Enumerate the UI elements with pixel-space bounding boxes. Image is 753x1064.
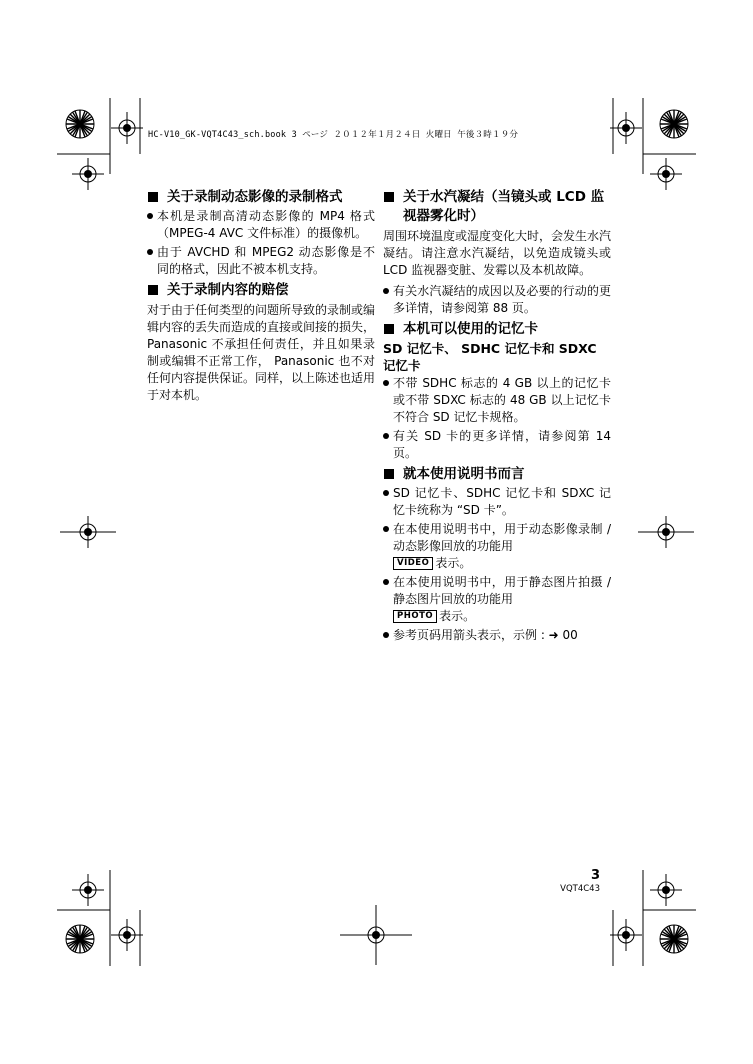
list-item: 有关 SD 卡的更多详情，请参阅第 14 页。 bbox=[383, 428, 611, 462]
video-mode-chip: VIDEO bbox=[393, 557, 433, 570]
usable-cards-list bbox=[383, 375, 611, 462]
condensation-list bbox=[383, 283, 611, 317]
square-bullet-icon bbox=[384, 192, 394, 202]
section-heading-manual-conventions: 就本使用说明书而言 bbox=[383, 465, 611, 484]
square-bullet-icon bbox=[384, 469, 394, 479]
manual-conventions-list bbox=[383, 485, 611, 644]
star-target-top-right bbox=[660, 110, 688, 138]
condensation-paragraph: 周围环境温度或湿度变化大时，会发生水汽凝结。请注意水汽凝结，以免造成镜头或 LCD 监视器变脏、发霉以及本机故障。 bbox=[383, 229, 612, 277]
recording-format-list bbox=[147, 208, 375, 278]
square-bullet-icon bbox=[148, 192, 158, 202]
right-column bbox=[383, 188, 611, 647]
compensation-paragraph: 对于由于任何类型的问题所导致的录制或编辑内容的丢失而造成的直接或间接的损失， Panasonic 不承担任何责任，并且如果录制或编辑不正常工作， Panasonic 也不对任何内容提供保证。同样，以上陈述也适用于对本机。 bbox=[147, 303, 376, 402]
list-item: 在本使用说明书中，用于动态影像录制 / 动态影像回放的功能用 VIDEO 表示。 bbox=[383, 521, 611, 572]
bullet-dot-icon bbox=[383, 526, 389, 532]
photo-mode-chip: PHOTO bbox=[393, 610, 437, 623]
list-item: 由于 AVCHD 和 MPEG2 动态影像是不同的格式，因此不被本机支持。 bbox=[147, 244, 375, 278]
list-item: 本机是录制高清动态影像的 MP4 格式（MPEG-4 AVC 文件标准）的摄像机。 bbox=[147, 208, 375, 242]
list-item: 不带 SDHC 标志的 4 GB 以上的记忆卡或不带 SDXC 标志的 48 GB 以上记忆卡不符合 SD 记忆卡规格。 bbox=[383, 375, 611, 426]
list-item: 参考页码用箭头表示，示例 : ➜ 00 bbox=[383, 627, 611, 644]
list-item: 在本使用说明书中，用于静态图片拍摄 / 静态图片回放的功能用 PHOTO 表示。 bbox=[383, 574, 611, 625]
section-heading-usable-cards: 本机可以使用的记忆卡 bbox=[383, 320, 611, 339]
bullet-dot-icon bbox=[383, 288, 389, 294]
file-info-header: HC-V10_GK-VQT4C43_sch.book 3 ページ ２０１２年１月２４日 火曜日 午後３時１９分 bbox=[148, 130, 519, 140]
bullet-dot-icon bbox=[383, 632, 389, 638]
list-item: SD 记忆卡、SDHC 记忆卡和 SDXC 记忆卡统称为 “SD 卡”。 bbox=[383, 485, 611, 519]
section-heading-compensation: 关于录制内容的赔偿 bbox=[147, 281, 375, 300]
star-target-top-left bbox=[66, 110, 94, 138]
bullet-dot-icon bbox=[383, 380, 389, 386]
square-bullet-icon bbox=[384, 324, 394, 334]
bullet-dot-icon bbox=[383, 490, 389, 496]
bullet-dot-icon bbox=[147, 249, 153, 255]
model-code: VQT4C43 bbox=[560, 884, 600, 894]
page-number: 3 bbox=[590, 868, 600, 883]
list-item: 有关水汽凝结的成因以及必要的行动的更多详情，请参阅第 88 页。 bbox=[383, 283, 611, 317]
bullet-dot-icon bbox=[383, 579, 389, 585]
section-heading-recording-format: 关于录制动态影像的录制格式 bbox=[147, 188, 375, 207]
left-column bbox=[147, 188, 375, 408]
star-target-bottom-left bbox=[66, 925, 94, 953]
star-target-bottom-right bbox=[660, 925, 688, 953]
section-heading-condensation: 关于水汽凝结（当镜头或 LCD 监视器雾化时） bbox=[383, 188, 611, 226]
bullet-dot-icon bbox=[147, 213, 153, 219]
card-types-subtitle: SD 记忆卡、 SDHC 记忆卡和 SDXC 记忆卡 bbox=[383, 341, 597, 373]
square-bullet-icon bbox=[148, 285, 158, 295]
bullet-dot-icon bbox=[383, 433, 389, 439]
